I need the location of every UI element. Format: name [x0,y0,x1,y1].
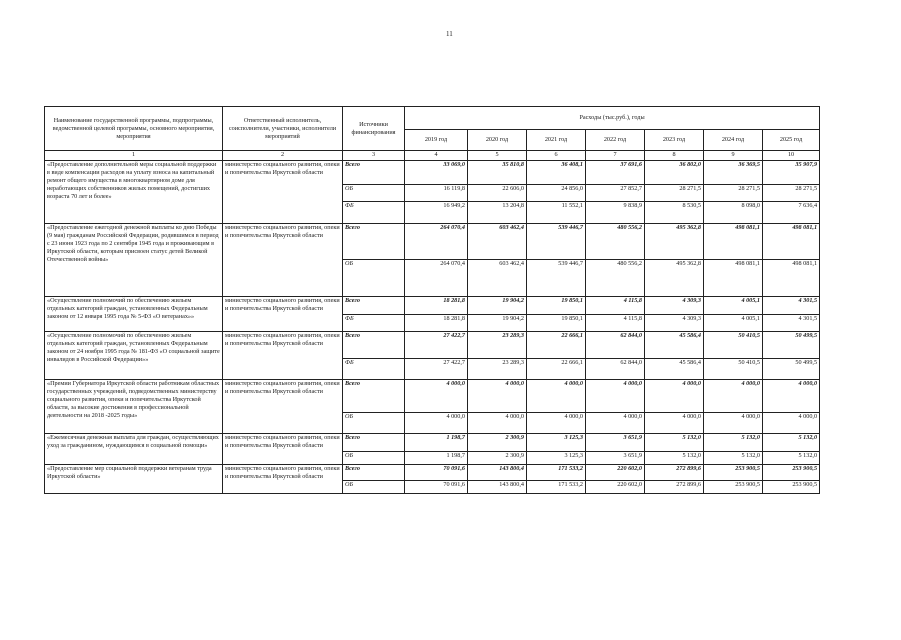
amount-cell: 5 132,0 [704,434,763,452]
header-year: 2024 год [704,130,763,151]
amount-cell: 4 000,0 [586,380,645,413]
column-number-row [45,151,820,161]
table-row [45,332,820,359]
amount-cell: 253 900,5 [763,465,820,481]
amount-cell: 22 606,0 [468,185,527,202]
amount-cell: 22 666,1 [527,359,586,380]
amount-cell: 539 446,7 [527,260,586,297]
amount-cell: 4 301,5 [763,297,820,315]
amount-cell: 27 852,7 [586,185,645,202]
funding-source-cell: ОБ [343,452,405,465]
amount-cell: 171 533,2 [527,465,586,481]
funding-source-cell: ФБ [343,315,405,332]
table-row [45,434,820,452]
amount-cell: 603 462,4 [468,260,527,297]
program-name-cell: «Ежемесячная денежная выплата для граждан, осуществляющих уход за гражданином, нуждающимся в социальной помощи» [45,434,223,465]
header-year: 2022 год [586,130,645,151]
amount-cell: 4 000,0 [468,380,527,413]
amount-cell: 5 132,0 [645,434,704,452]
amount-cell: 220 602,0 [586,465,645,481]
funding-source-cell: Всего [343,434,405,452]
amount-cell: 36 369,5 [704,161,763,185]
funding-source-cell: Всего [343,380,405,413]
amount-cell: 24 856,0 [527,185,586,202]
header-year: 2021 год [527,130,586,151]
amount-cell: 495 362,8 [645,224,704,260]
amount-cell: 4 000,0 [704,380,763,413]
program-name-cell: «Предоставление дополнительной меры социальной поддержки в виде компенсации расходов на уплату взноса на капитальный ремонт общего имущества в многоквартирном доме для неработающих собственников жилых помещений, достигших возраста 70 лет и более» [45,161,223,224]
amount-cell: 4 000,0 [645,380,704,413]
column-number: 4 [405,151,468,161]
column-number: 7 [586,151,645,161]
amount-cell: 50 499,5 [763,359,820,380]
amount-cell: 4 000,0 [527,413,586,434]
header-name: Наименование государственной программы, подпрограммы, ведомственной целевой программы, основного мероприятия, мероприятия [45,107,223,151]
amount-cell: 70 091,6 [405,481,468,494]
amount-cell: 143 800,4 [468,465,527,481]
amount-cell: 36 408,1 [527,161,586,185]
amount-cell: 253 900,5 [704,465,763,481]
amount-cell: 35 907,9 [763,161,820,185]
table-row [45,465,820,481]
amount-cell: 28 271,5 [704,185,763,202]
amount-cell: 9 838,9 [586,202,645,224]
amount-cell: 27 422,7 [405,332,468,359]
amount-cell: 37 691,6 [586,161,645,185]
amount-cell: 253 900,5 [704,481,763,494]
header-row [45,107,820,130]
amount-cell: 23 289,3 [468,359,527,380]
amount-cell: 8 530,5 [645,202,704,224]
responsible-cell: министерство социального развития, опеки и попечительства Иркутской области [223,224,343,297]
amount-cell: 50 410,5 [704,359,763,380]
amount-cell: 498 081,1 [763,224,820,260]
amount-cell: 143 800,4 [468,481,527,494]
amount-cell: 62 844,0 [586,359,645,380]
amount-cell: 70 091,6 [405,465,468,481]
amount-cell: 19 850,1 [527,297,586,315]
budget-table [44,106,820,494]
table-row [45,161,820,185]
program-name-cell: «Осуществление полномочий по обеспечению жильем отдельных категорий граждан, установленных Федеральным законом от 24 ноября 1995 года № 181-ФЗ «О социальной защите инвалидов в Российской Федерации»» [45,332,223,380]
amount-cell: 19 850,1 [527,315,586,332]
funding-source-cell: ОБ [343,185,405,202]
amount-cell: 498 081,1 [704,260,763,297]
column-number: 8 [645,151,704,161]
amount-cell: 4 000,0 [763,380,820,413]
amount-cell: 16 949,2 [405,202,468,224]
amount-cell: 36 802,0 [645,161,704,185]
amount-cell: 28 271,5 [645,185,704,202]
table-row [45,380,820,413]
amount-cell: 4 000,0 [586,413,645,434]
amount-cell: 498 081,1 [763,260,820,297]
program-name-cell: «Премии Губернатора Иркутской области работникам областных государственных учреждений, подведомственных министерству социального развития, опеки и попечительства Иркутской области, за высокие достижения в профессиональной деятельности на 2018 -2025 годы» [45,380,223,434]
column-number: 3 [343,151,405,161]
amount-cell: 498 081,1 [704,224,763,260]
amount-cell: 4 115,8 [586,297,645,315]
amount-cell: 8 098,0 [704,202,763,224]
funding-source-cell: ОБ [343,413,405,434]
amount-cell: 23 289,3 [468,332,527,359]
header-sources: Источники финансирования [343,107,405,151]
funding-source-cell: ФБ [343,359,405,380]
amount-cell: 35 810,8 [468,161,527,185]
table-row [45,224,820,260]
column-number: 5 [468,151,527,161]
funding-source-cell: Всего [343,297,405,315]
responsible-cell: министерство социального развития, опеки и попечительства Иркутской области [223,332,343,380]
column-number: 9 [704,151,763,161]
amount-cell: 1 198,7 [405,434,468,452]
funding-source-cell: Всего [343,224,405,260]
amount-cell: 264 070,4 [405,224,468,260]
amount-cell: 2 300,9 [468,452,527,465]
amount-cell: 18 281,8 [405,297,468,315]
responsible-cell: министерство социального развития, опеки и попечительства Иркутской области [223,465,343,494]
header-year: 2019 год [405,130,468,151]
amount-cell: 3 651,9 [586,452,645,465]
funding-source-cell: Всего [343,332,405,359]
amount-cell: 495 362,8 [645,260,704,297]
amount-cell: 4 000,0 [468,413,527,434]
column-number: 1 [45,151,223,161]
page-number: 11 [446,30,453,38]
amount-cell: 7 636,4 [763,202,820,224]
amount-cell: 4 005,1 [704,297,763,315]
amount-cell: 45 586,4 [645,332,704,359]
amount-cell: 4 000,0 [405,413,468,434]
amount-cell: 272 899,6 [645,465,704,481]
amount-cell: 171 533,2 [527,481,586,494]
column-number: 6 [527,151,586,161]
amount-cell: 4 000,0 [405,380,468,413]
amount-cell: 19 904,2 [468,297,527,315]
amount-cell: 16 119,8 [405,185,468,202]
responsible-cell: министерство социального развития, опеки и попечительства Иркутской области [223,161,343,224]
amount-cell: 4 309,3 [645,297,704,315]
header-expenses: Расходы (тыс.руб.), годы [405,107,820,130]
funding-source-cell: ОБ [343,260,405,297]
header-year: 2023 год [645,130,704,151]
funding-source-cell: Всего [343,161,405,185]
program-name-cell: «Предоставление мер социальной поддержки ветеранам труда Иркутской области» [45,465,223,494]
amount-cell: 3 125,3 [527,452,586,465]
funding-source-cell: Всего [343,465,405,481]
amount-cell: 18 281,8 [405,315,468,332]
header-year: 2025 год [763,130,820,151]
amount-cell: 19 904,2 [468,315,527,332]
amount-cell: 62 844,0 [586,332,645,359]
amount-cell: 4 000,0 [645,413,704,434]
amount-cell: 5 132,0 [704,452,763,465]
funding-source-cell: ФБ [343,202,405,224]
amount-cell: 50 410,5 [704,332,763,359]
table-body [45,161,820,494]
amount-cell: 4 000,0 [527,380,586,413]
amount-cell: 22 666,1 [527,332,586,359]
amount-cell: 3 125,3 [527,434,586,452]
responsible-cell: министерство социального развития, опеки и попечительства Иркутской области [223,380,343,434]
amount-cell: 27 422,7 [405,359,468,380]
amount-cell: 13 204,8 [468,202,527,224]
responsible-cell: министерство социального развития, опеки и попечительства Иркутской области [223,434,343,465]
column-number: 2 [223,151,343,161]
amount-cell: 11 552,1 [527,202,586,224]
amount-cell: 2 300,9 [468,434,527,452]
column-number: 10 [763,151,820,161]
program-name-cell: «Предоставление ежегодной денежной выплаты ко дню Победы (9 мая) гражданам Российской Федерации, родившимся в период с 23 июня 1923 года по 2 сентября 1945 года и проживающим в Иркутской области, которым присвоен статус детей Великой Отечественной войны» [45,224,223,297]
funding-source-cell: ОБ [343,481,405,494]
amount-cell: 4 000,0 [763,413,820,434]
amount-cell: 4 301,5 [763,315,820,332]
header-responsible: Ответственный исполнитель, соисполнители, участники, исполнители мероприятий [223,107,343,151]
amount-cell: 4 309,3 [645,315,704,332]
amount-cell: 4 115,8 [586,315,645,332]
amount-cell: 539 446,7 [527,224,586,260]
amount-cell: 480 556,2 [586,224,645,260]
amount-cell: 220 602,0 [586,481,645,494]
amount-cell: 28 271,5 [763,185,820,202]
header-year: 2020 год [468,130,527,151]
amount-cell: 603 462,4 [468,224,527,260]
amount-cell: 4 000,0 [704,413,763,434]
amount-cell: 45 586,4 [645,359,704,380]
amount-cell: 3 651,9 [586,434,645,452]
amount-cell: 1 198,7 [405,452,468,465]
amount-cell: 272 899,6 [645,481,704,494]
amount-cell: 4 005,1 [704,315,763,332]
amount-cell: 33 069,0 [405,161,468,185]
program-name-cell: «Осуществление полномочий по обеспечению жильем отдельных категорий граждан, установленных Федеральным законом от 12 января 1995 года № 5-ФЗ «О ветеранах»» [45,297,223,332]
responsible-cell: министерство социального развития, опеки и попечительства Иркутской области [223,297,343,332]
amount-cell: 5 132,0 [763,452,820,465]
amount-cell: 5 132,0 [763,434,820,452]
amount-cell: 480 556,2 [586,260,645,297]
amount-cell: 253 900,5 [763,481,820,494]
amount-cell: 5 132,0 [645,452,704,465]
amount-cell: 50 499,5 [763,332,820,359]
table-row [45,297,820,315]
amount-cell: 264 070,4 [405,260,468,297]
